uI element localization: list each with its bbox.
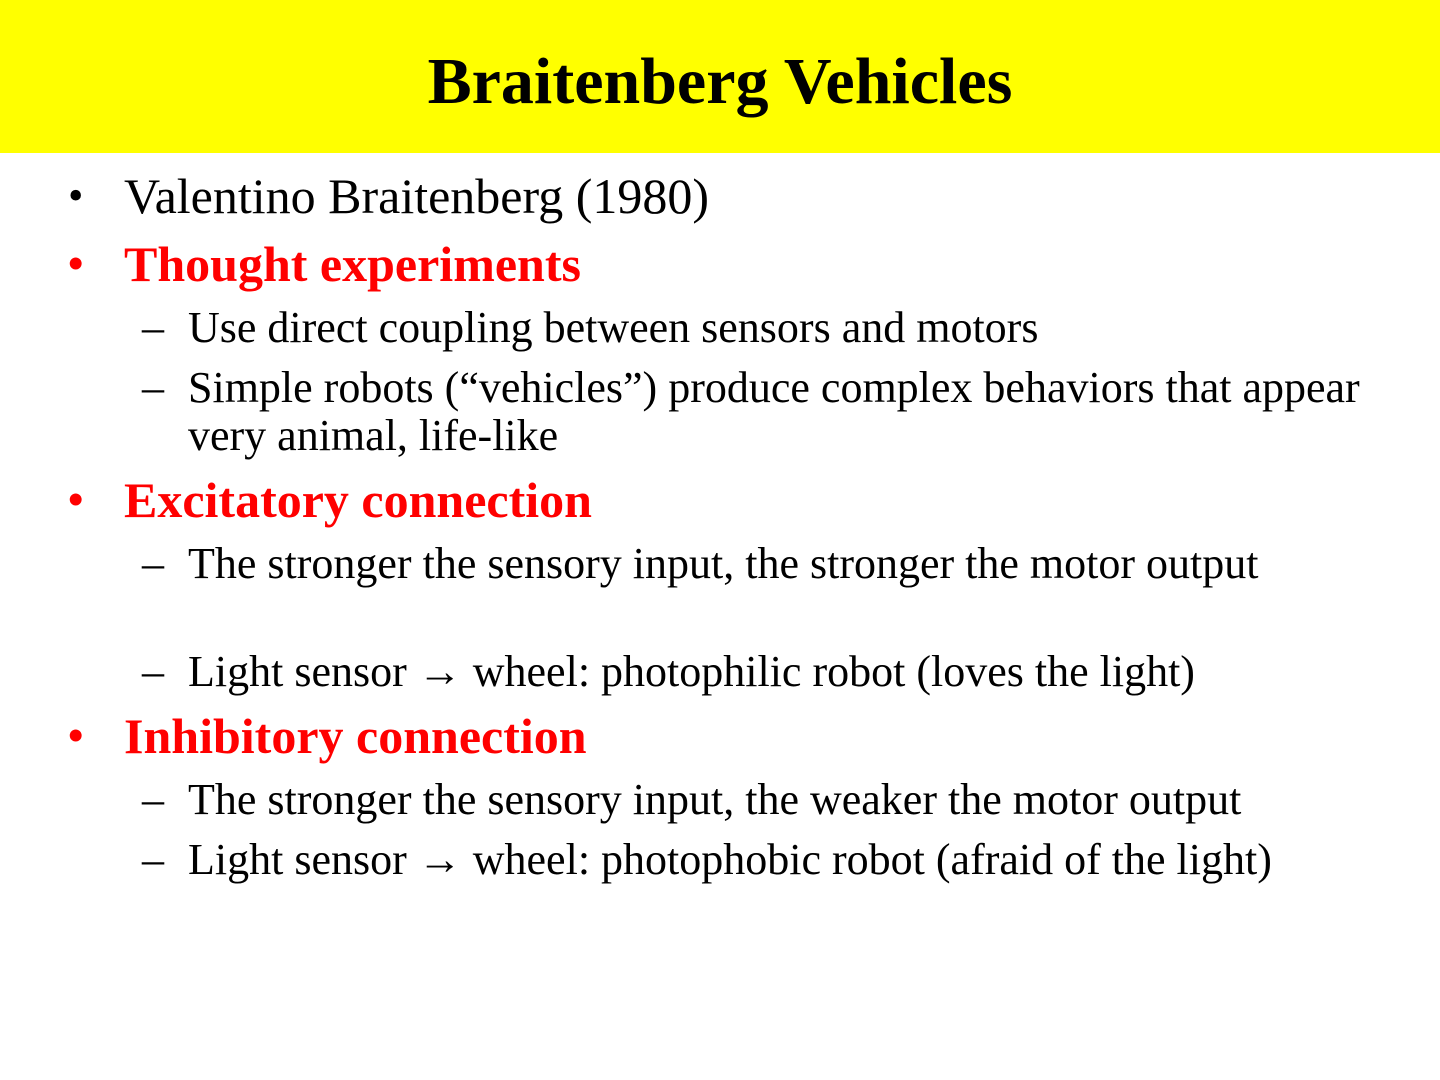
bullet-item-highlight [68,708,1404,764]
slide-title: Braitenberg Vehicles [427,45,1013,118]
dash-icon: – [142,363,164,412]
bullet-icon: • [68,171,84,220]
dash-icon: – [142,539,164,588]
bullet-text: Valentino Braitenberg (1980) [124,168,710,224]
bullet-icon: • [68,475,84,524]
sub-bullet-text: Light sensor → wheel: photophobic robot (afraid of the light) [188,835,1272,884]
sub-bullet-item [142,647,1408,696]
sub-bullet-text: Simple robots (“vehicles”) produce complex behaviors that appear very animal, life-like [188,363,1360,460]
bullet-icon: • [68,711,84,760]
bullet-text: Excitatory connection [124,472,592,528]
sub-bullet-item [142,303,1408,352]
dash-icon: – [142,775,164,824]
sub-bullet-item [142,775,1408,824]
sub-bullet-text: Use direct coupling between sensors and motors [188,303,1039,352]
bullet-item-highlight [68,472,1404,528]
sub-bullet-item [142,363,1408,460]
sub-bullet-item [142,835,1408,884]
sub-bullet-text: The stronger the sensory input, the weaker the motor output [188,775,1242,824]
sub-bullet-item [142,539,1408,588]
sub-bullet-text: The stronger the sensory input, the stronger the motor output [188,539,1259,588]
bullet-item-highlight [68,236,1404,292]
bullet-text: Inhibitory connection [124,708,587,764]
bullet-icon: • [68,239,84,288]
bullet-item [68,168,1404,224]
sub-bullet-text: Light sensor → wheel: photophilic robot (loves the light) [188,647,1195,696]
dash-icon: – [142,835,164,884]
dash-icon: – [142,303,164,352]
bullet-text: Thought experiments [124,236,581,292]
dash-icon: – [142,647,164,696]
